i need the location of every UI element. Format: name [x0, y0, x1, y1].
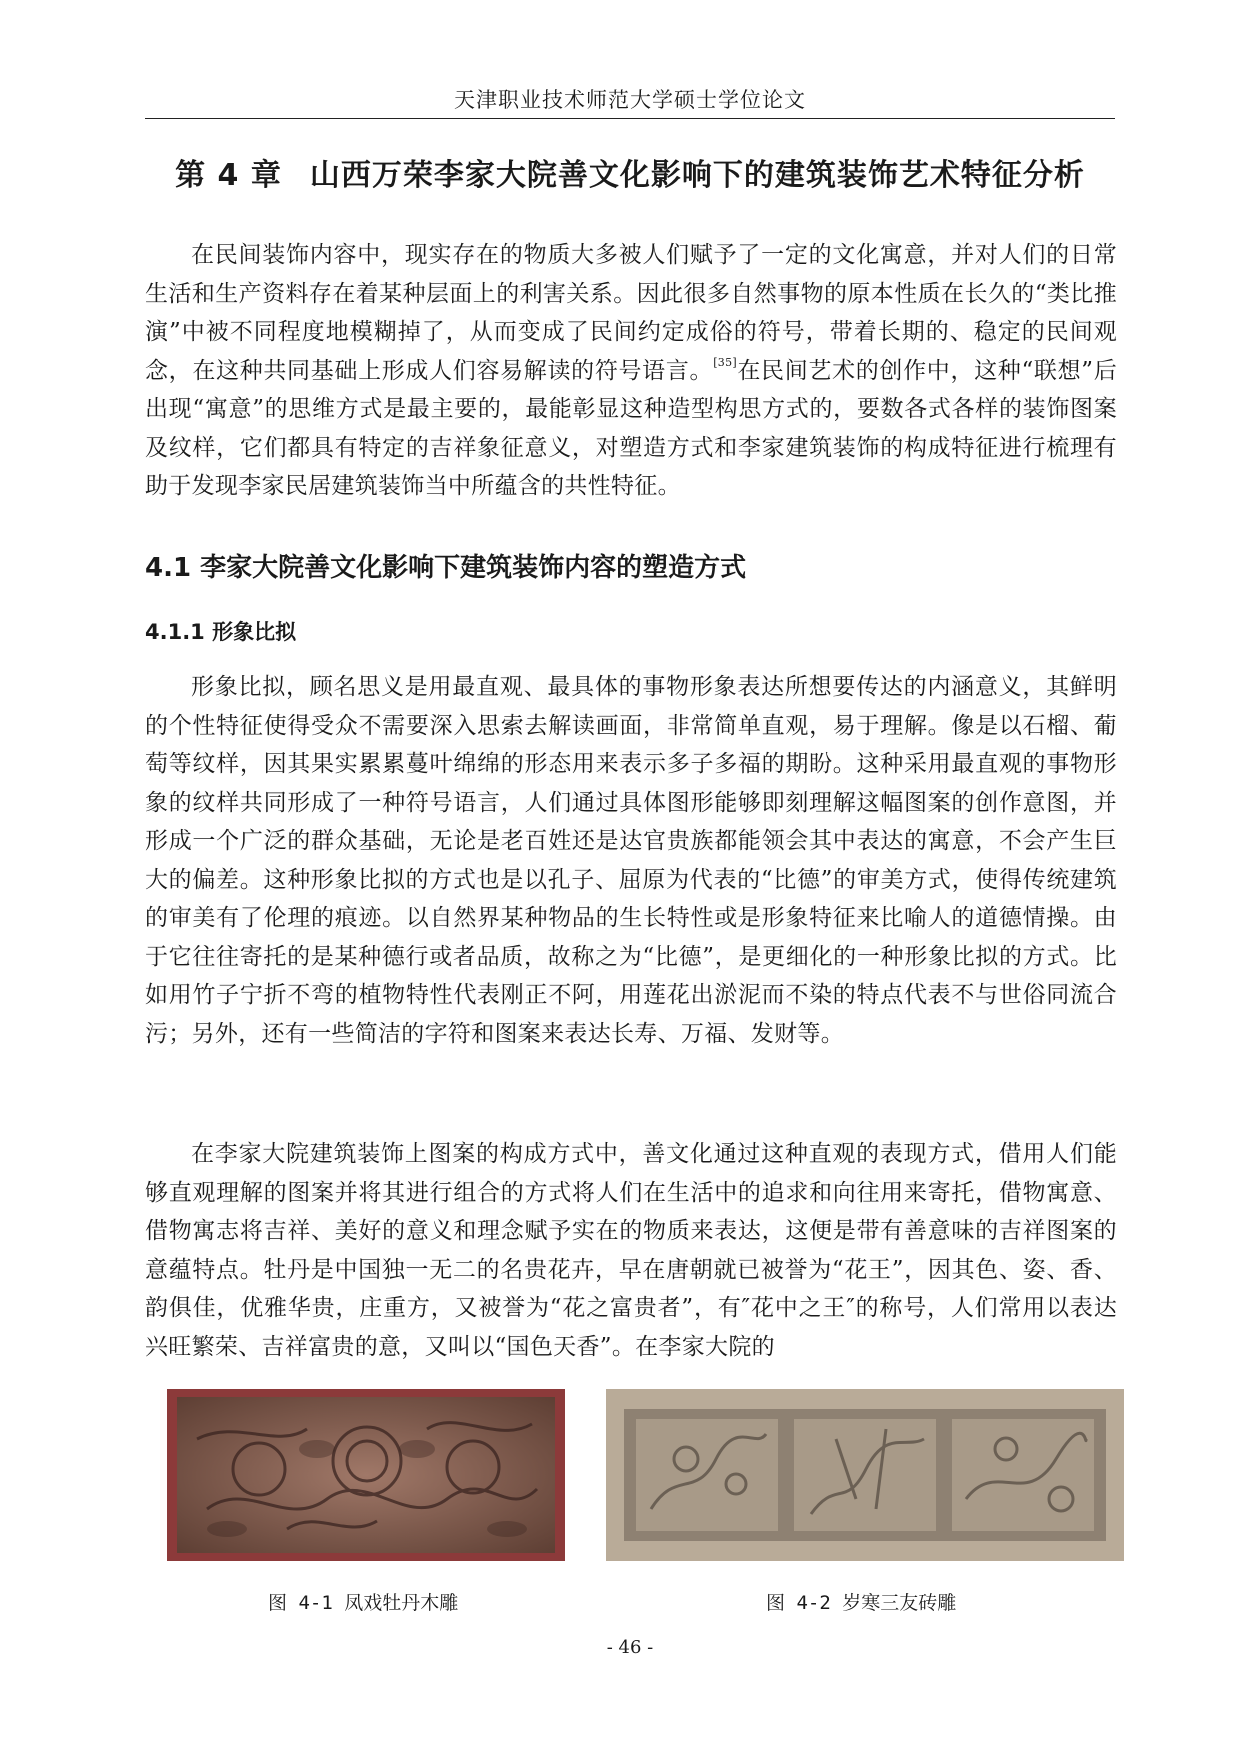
chapter-title-text: 山西万荣李家大院善文化影响下的建筑装饰艺术特征分析: [309, 158, 1085, 193]
body-paragraph: 形象比拟，顾名思义是用最直观、最具体的事物形象表达所想要传达的内涵意义，其鲜明的个性特征使得受众不需要深入思索去解读画面，非常简单直观，易于理解。像是以石榴、葡萄等纹样，因其果实累累蔓叶绵绵的形态用来表示多子多福的期盼。这种采用最直观的事物形象的纹样共同形成了一种符号语言，人们通过具体图形能够即刻理解这幅图案的创作意图，并形成一个广泛的群众基础，无论是老百姓还是达官贵族都能领会其中表达的寓意，不会产生巨大的偏差。这种形象比拟的方式也是以孔子、屈原为代表的“比德”的审美方式，使得传统建筑的审美有了伦理的痕迹。以自然界某种物品的生长特性或是形象特征来比喻人的道德情操。由于它往往寄托的是某种德行或者品质，故称之为“比德”，是更细化的一种形象比拟的方式。比如用竹子宁折不弯的植物特性代表刚正不阿，用莲花出淤泥而不染的特点代表不与世俗同流合污；另外，还有一些简洁的字符和图案来表达长寿、万福、发财等。: [145, 674, 1117, 1047]
figure-caption: 图 4-2 岁寒三友砖雕: [766, 1592, 957, 1614]
chapter-number: 第 4 章: [175, 158, 282, 193]
body-paragraph: 在李家大院建筑装饰上图案的构成方式中，善文化通过这种直观的表现方式，借用人们能够直观理解的图案并将其进行组合的方式将人们在生活中的追求和向往用来寄托，借物寓意、借物寓志将吉祥、美好的意义和理念赋予实在的物质来表达，这便是带有善意味的吉祥图案的意蕴特点。牡丹是中国独一无二的名贵花卉，早在唐朝就已被誉为“花王”，因其色、姿、香、韵俱佳，优雅华贵，庄重方，又被誉为“花之富贵者”，有″花中之王″的称号，人们常用以表达兴旺繁荣、吉祥富贵的意，又叫以“国色天香”。在李家大院的: [145, 1141, 1117, 1360]
header-rule: [145, 118, 1115, 119]
subsection-heading: 4.1.1 形象比拟: [145, 620, 297, 644]
figure-caption: 图 4-1 凤戏牡丹木雕: [268, 1592, 459, 1614]
page-number: - 46 -: [606, 1637, 654, 1658]
section-heading: 4.1 李家大院善文化影响下建筑装饰内容的塑造方式: [145, 553, 747, 583]
citation-ref: [35]: [713, 355, 737, 369]
chapter-title: [145, 150, 1115, 194]
intro-text-after-ref: 在民间艺术的创作中，这种“联想”后出现“寓意”的思维方式是最主要的，最能彰显这种造型构思方式的，要数各式各样的装饰图案及纹样，它们都具有特定的吉祥象征意义，对塑造方式和李家建筑装饰的构成特征进行梳理有助于发现李家民居建筑装饰当中所蕴含的共性特征。: [145, 357, 1117, 499]
running-header: 天津职业技术师范大学硕士学位论文: [454, 88, 806, 112]
figure-wood-carving-image: [167, 1389, 565, 1561]
figure-brick-carving-image: [606, 1389, 1124, 1561]
intro-text-before-ref: 在民间装饰内容中，现实存在的物质大多被人们赋予了一定的文化寓意，并对人们的日常生活和生产资料存在着某种层面上的利害关系。因此很多自然事物的原本性质在长久的“类比推演”中被不同程度地模糊掉了，从而变成了民间约定成俗的符号，带着长期的、稳定的民间观念，在这种共同基础上形成人们容易解读的符号语言。: [145, 242, 1117, 384]
intro-paragraph: [145, 236, 1117, 506]
